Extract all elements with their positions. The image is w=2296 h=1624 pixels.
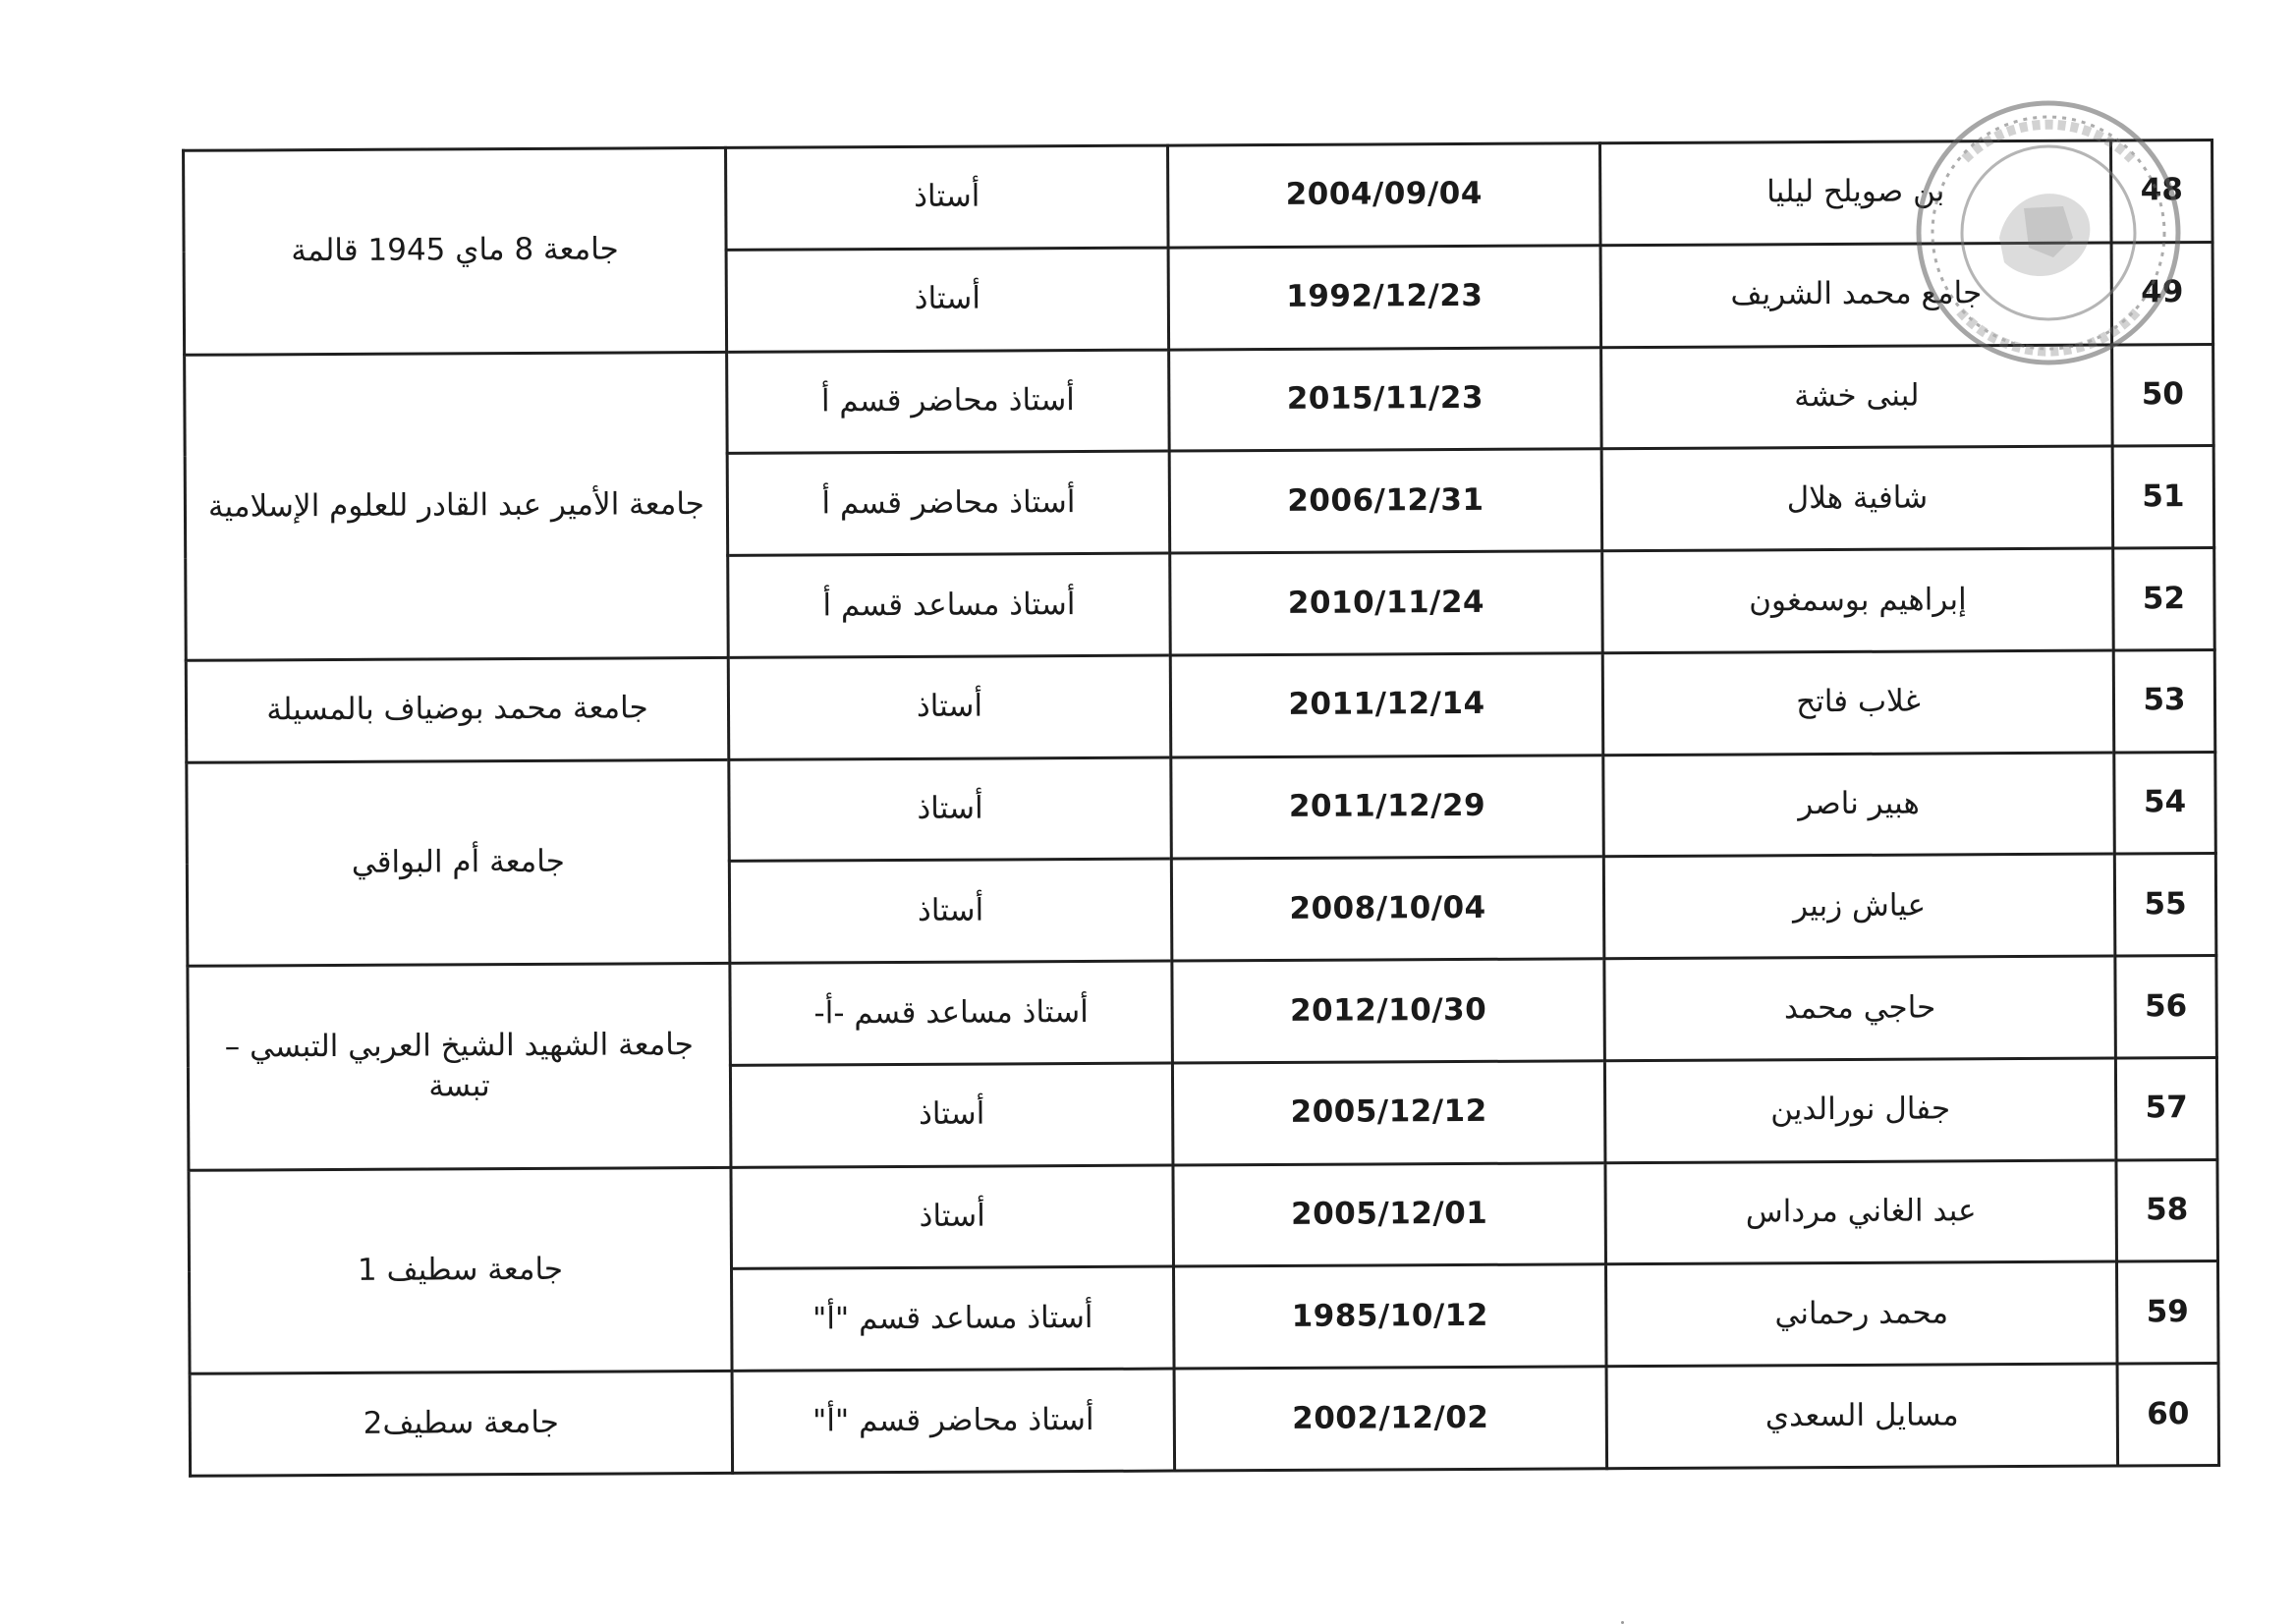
academic-rank: أستاذ محاضر قسم "أ" — [732, 1369, 1175, 1473]
full-name: إبراهيم بوسمغون — [1602, 548, 2114, 652]
full-name: غلاب فاتح — [1602, 650, 2114, 755]
row-number: 49 — [2111, 242, 2213, 344]
table-row — [190, 1364, 2219, 1477]
row-number: 50 — [2112, 344, 2214, 446]
appointment-date: 2015/11/23 — [1169, 347, 1602, 451]
appointment-date: 2010/11/24 — [1170, 551, 1603, 655]
appointment-date: 2005/12/12 — [1172, 1061, 1605, 1165]
full-name: بن صويلح ليليا — [1600, 140, 2112, 245]
appointment-date: 2008/10/04 — [1171, 857, 1604, 961]
row-number: 48 — [2111, 140, 2213, 242]
roster-table — [182, 139, 2220, 1478]
appointment-date: 2006/12/31 — [1169, 449, 1602, 553]
full-name: جفال نورالدين — [1604, 1058, 2116, 1162]
row-number: 59 — [2116, 1261, 2218, 1364]
table-row — [187, 752, 2216, 865]
university-name: جامعة الأمير عبد القادر للعلوم الإسلامية — [185, 352, 729, 660]
full-name: هبير ناصر — [1603, 753, 2115, 857]
full-name: لبنى خشة — [1601, 345, 2113, 449]
academic-rank: أستاذ — [728, 655, 1171, 759]
appointment-date: 2002/12/02 — [1174, 1367, 1607, 1471]
academic-rank: أستاذ مساعد قسم "أ" — [732, 1266, 1175, 1371]
roster-table-body — [184, 140, 2219, 1476]
row-number: 60 — [2117, 1364, 2219, 1466]
university-name: جامعة 8 ماي 1945 قالمة — [184, 147, 727, 354]
table-row — [186, 649, 2215, 762]
university-name: جامعة أم البواقي — [187, 759, 730, 966]
university-name: جامعة سطيف2 — [190, 1372, 733, 1477]
row-number: 52 — [2113, 548, 2215, 650]
row-number: 57 — [2115, 1057, 2217, 1159]
academic-rank: أستاذ — [729, 859, 1172, 963]
full-name: جامع محمد الشريف — [1600, 243, 2112, 347]
full-name: مسايل السعدي — [1606, 1364, 2118, 1469]
academic-rank: أستاذ — [731, 1165, 1174, 1269]
table-row — [184, 140, 2213, 252]
table-row — [189, 1159, 2218, 1272]
academic-rank: أستاذ محاضر قسم أ — [727, 350, 1170, 454]
university-name: جامعة سطيف 1 — [189, 1167, 732, 1373]
appointment-date: 1985/10/12 — [1173, 1264, 1606, 1369]
row-number: 51 — [2112, 446, 2214, 548]
university-name: جامعة محمد بوضياف بالمسيلة — [186, 657, 729, 762]
appointment-date: 2012/10/30 — [1172, 959, 1605, 1063]
full-name: عبد الغاني مرداس — [1605, 1160, 2117, 1264]
appointment-date: 2011/12/14 — [1170, 653, 1603, 757]
full-name: شافية هلال — [1601, 446, 2113, 550]
full-name: محمد رحماني — [1605, 1261, 2117, 1366]
academic-rank: أستاذ مساعد قسم -أ- — [730, 961, 1173, 1065]
university-name: جامعة الشهيد الشيخ العربي التبسي – تبسة — [188, 964, 731, 1170]
academic-rank: أستاذ مساعد قسم أ — [728, 553, 1171, 657]
full-name: حاجي محمد — [1604, 956, 2116, 1060]
table-row — [185, 344, 2214, 457]
appointment-date: 1992/12/23 — [1168, 246, 1601, 350]
row-number: 53 — [2113, 649, 2215, 752]
academic-rank: أستاذ — [726, 145, 1169, 250]
appointment-date: 2005/12/01 — [1173, 1162, 1606, 1266]
row-number: 55 — [2114, 854, 2216, 956]
row-number: 56 — [2115, 956, 2217, 1058]
full-name: عياش زبير — [1603, 854, 2115, 958]
row-number: 54 — [2114, 752, 2216, 854]
appointment-date: 2011/12/29 — [1171, 755, 1604, 859]
document-page — [182, 139, 2217, 1478]
academic-rank: أستاذ محاضر قسم أ — [727, 451, 1170, 555]
appointment-date: 2004/09/04 — [1168, 143, 1601, 248]
academic-rank: أستاذ — [729, 757, 1172, 862]
academic-rank: أستاذ — [730, 1063, 1173, 1167]
academic-rank: أستاذ — [726, 248, 1169, 352]
row-number: 58 — [2116, 1159, 2218, 1261]
table-row — [188, 956, 2217, 1069]
